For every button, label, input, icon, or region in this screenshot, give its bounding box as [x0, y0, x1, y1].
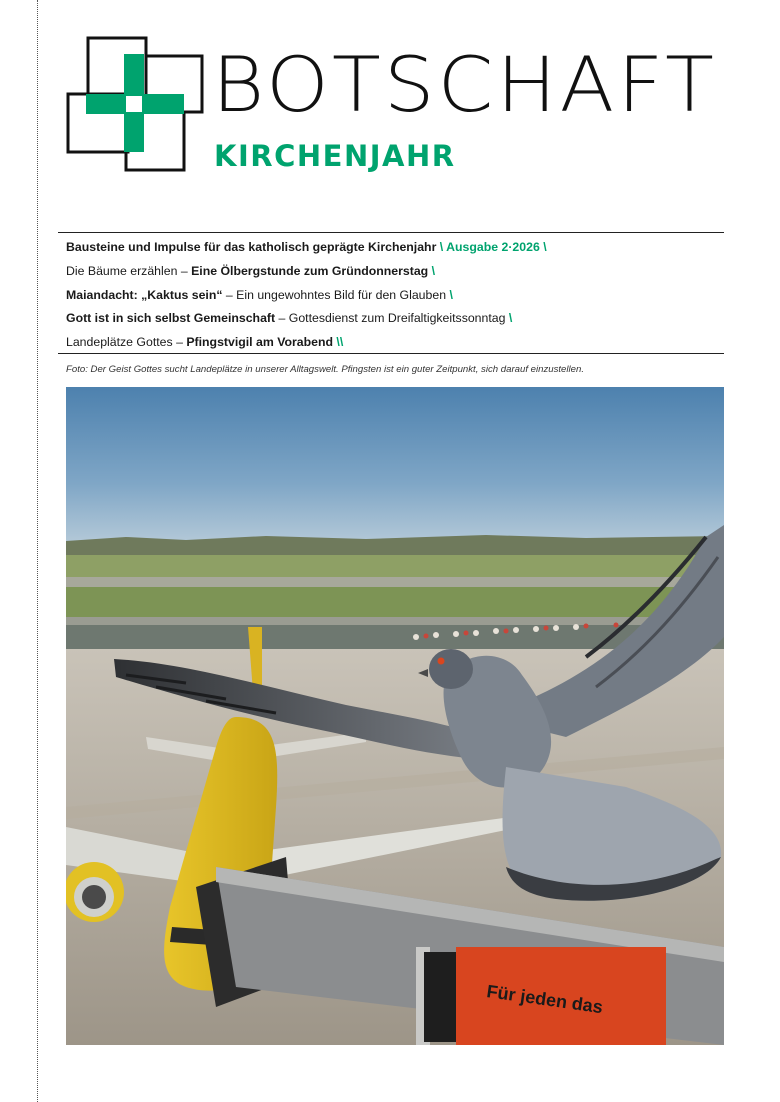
contents-line: Gott ist in sich selbst Gemeinschaft – Gottesdienst zum Dreifaltigkeitssonntag \ [66, 311, 513, 326]
contents-line: Bausteine und Impulse für das katholisch geprägte Kirchenjahr \ Ausgabe 2·2026 \ [66, 240, 547, 254]
table-of-contents [66, 236, 726, 355]
contents-line: Landeplätze Gottes – Pfingstvigil am Vorabend \\ [66, 335, 344, 350]
masthead-title: BOTSCHAFT [212, 40, 717, 129]
bottom-rule [58, 353, 724, 354]
dotted-margin-line [37, 0, 38, 1102]
logo-cross-icon [66, 36, 206, 172]
photo-caption: Foto: Der Geist Gottes sucht Landeplätze in unserer Alltagswelt. Pfingsten ist ein guter Zeitpunkt, sich darauf einzustellen. [66, 364, 584, 375]
contents-line: Die Bäume erzählen – Eine Ölbergstunde zum Gründonnerstag \ [66, 263, 436, 278]
cover-photo [66, 387, 724, 1045]
jetbridge-sign-text: Für jeden das [485, 981, 605, 1018]
contents-line: Maiandacht: „Kaktus sein“ – Ein ungewohntes Bild für den Glauben \ [66, 287, 453, 302]
masthead-subtitle: KIRCHENJAHR [214, 139, 456, 173]
top-rule [58, 232, 724, 233]
